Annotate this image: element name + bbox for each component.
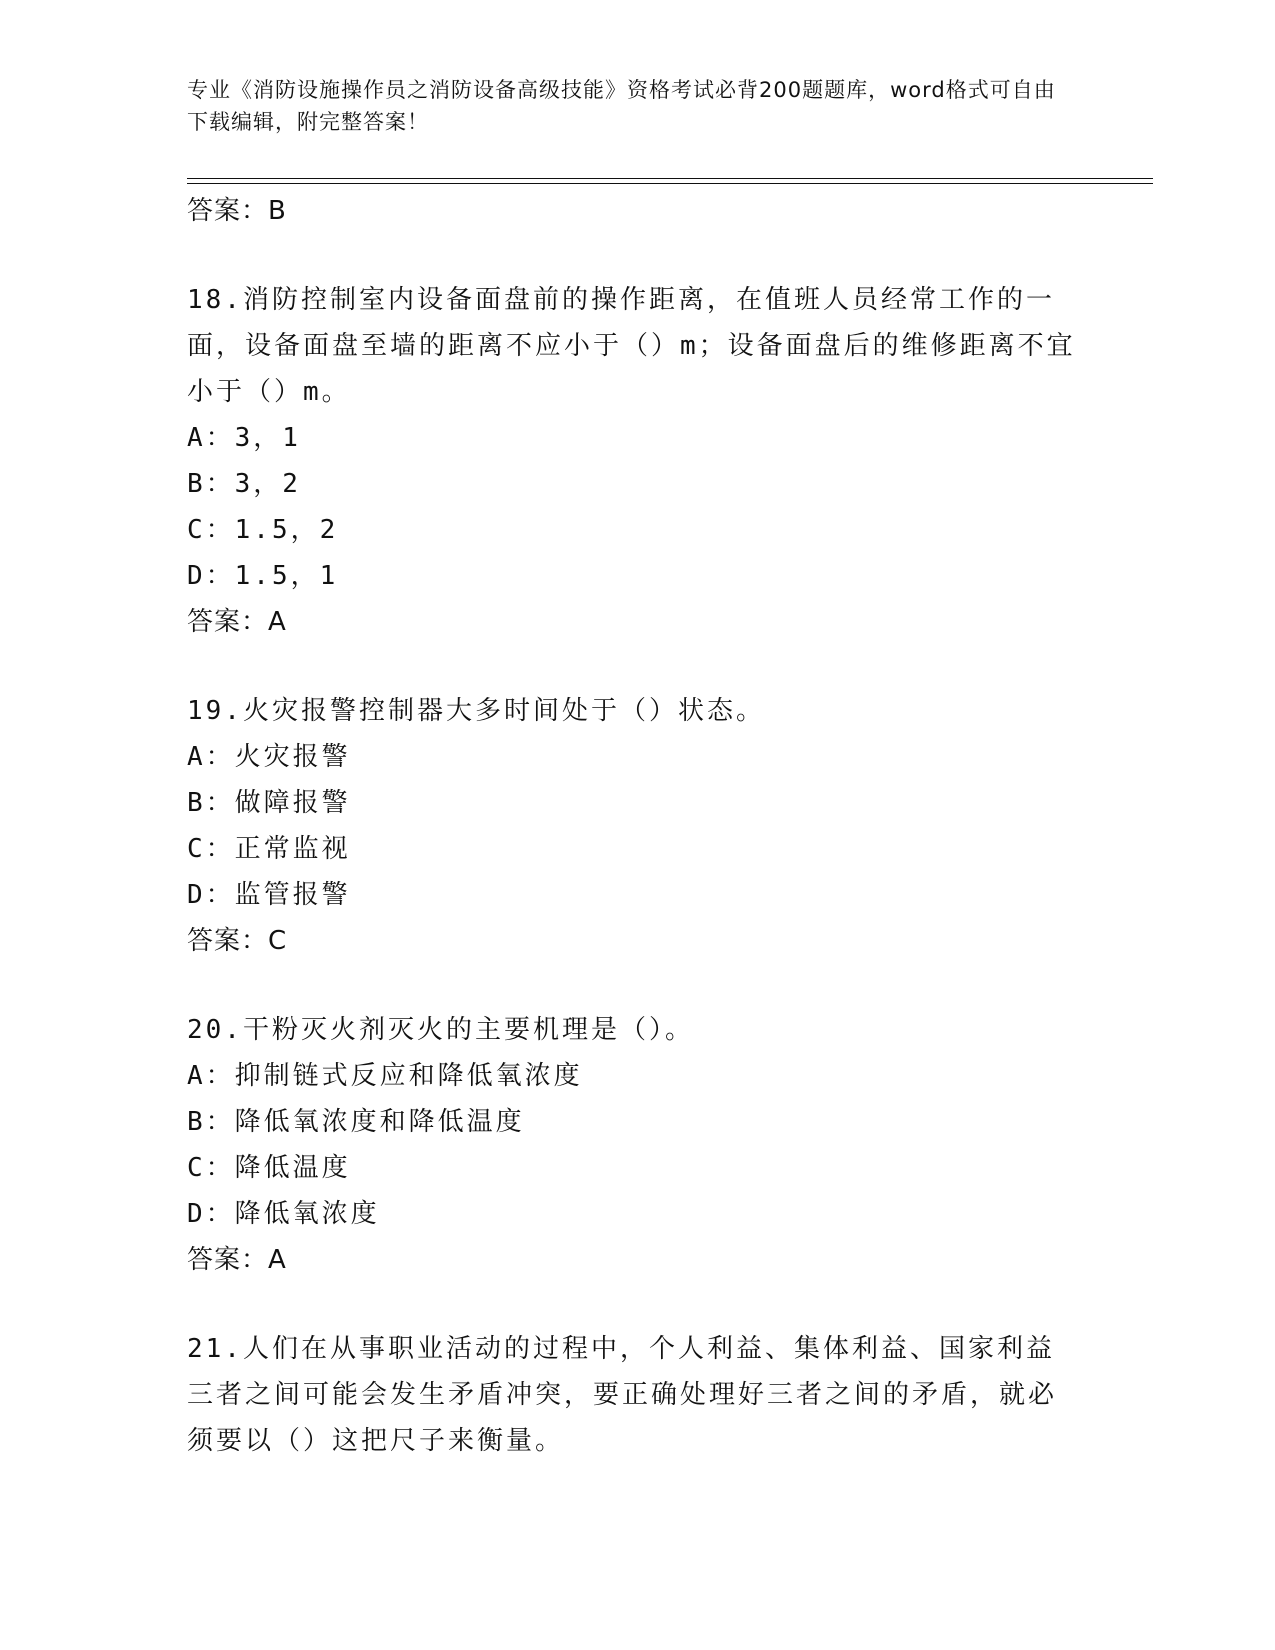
option-b: B：3，2 — [187, 469, 301, 499]
spacer — [187, 964, 1087, 1007]
spacer — [187, 645, 1087, 688]
question-18 — [187, 277, 1087, 599]
question-stem: 20.干粉灭火剂灭火的主要机理是（）。 — [187, 1015, 694, 1045]
option-d: D：1.5，1 — [187, 561, 339, 591]
question-stem: 18.消防控制室内设备面盘前的操作距离，在值班人员经常工作的一面，设备面盘至墙的距离不应小于（）m；设备面盘后的维修距离不宜小于（）m。 — [187, 285, 1076, 407]
option-c: C：1.5，2 — [187, 515, 339, 545]
option-c: C：降低温度 — [187, 1153, 351, 1183]
question-19 — [187, 688, 1087, 918]
answer-line: 答案：A — [187, 607, 287, 637]
question-20 — [187, 1007, 1087, 1237]
question-stem: 21.人们在从事职业活动的过程中，个人利益、集体利益、国家利益三者之间可能会发生矛盾冲突，要正确处理好三者之间的矛盾，就必须要以（）这把尺子来衡量。 — [187, 1334, 1058, 1456]
spacer — [187, 234, 1087, 277]
question-21 — [187, 1326, 1087, 1464]
option-b: B：降低氧浓度和降低温度 — [187, 1107, 525, 1137]
spacer — [187, 1283, 1087, 1326]
answer-line: 答案：A — [187, 1245, 287, 1275]
option-d: D：降低氧浓度 — [187, 1199, 380, 1229]
option-a: A：3，1 — [187, 423, 301, 453]
option-b: B：做障报警 — [187, 788, 351, 818]
header-rule-top — [187, 178, 1153, 179]
header-title: 专业《消防设施操作员之消防设备高级技能》资格考试必背200题题库，word格式可自由下载编辑，附完整答案！ — [187, 78, 1056, 134]
option-a: A：抑制链式反应和降低氧浓度 — [187, 1061, 583, 1091]
option-d: D：监管报警 — [187, 880, 351, 910]
answer-line: 答案：B — [187, 196, 287, 226]
answer-line: 答案：C — [187, 926, 288, 956]
option-a: A：火灾报警 — [187, 742, 351, 772]
question-stem: 19.火灾报警控制器大多时间处于（）状态。 — [187, 696, 765, 726]
document-body — [187, 188, 1087, 1464]
document-header — [187, 74, 1067, 138]
option-c: C：正常监视 — [187, 834, 351, 864]
header-rule-bottom — [187, 183, 1153, 184]
